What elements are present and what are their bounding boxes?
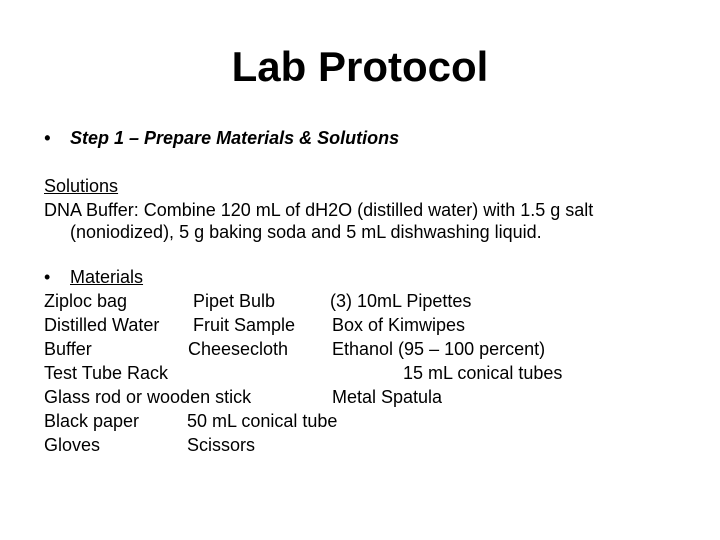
material-item: 15 mL conical tubes bbox=[403, 363, 563, 383]
materials-bullet bbox=[44, 265, 143, 289]
materials-heading: Materials bbox=[70, 267, 144, 287]
solutions-line-1: DNA Buffer: Combine 120 mL of dH2O (distilled water) with 1.5 g salt bbox=[44, 200, 594, 220]
material-item: Black paper bbox=[44, 411, 140, 431]
material-item: Ethanol (95 – 100 percent) bbox=[332, 339, 546, 359]
solutions-line-2: (noniodized), 5 g baking soda and 5 mL dishwashing liquid. bbox=[70, 222, 542, 242]
material-item: Distilled Water bbox=[44, 315, 160, 335]
material-item: Metal Spatula bbox=[332, 387, 443, 407]
bullet-icon: • bbox=[44, 128, 51, 148]
material-item: Buffer bbox=[44, 339, 92, 359]
material-item: Box of Kimwipes bbox=[332, 315, 466, 335]
material-item: Gloves bbox=[44, 435, 101, 455]
step-text: Step 1 – Prepare Materials & Solutions bbox=[70, 128, 400, 148]
material-item: Cheesecloth bbox=[188, 339, 289, 359]
bullet-icon: • bbox=[44, 267, 51, 287]
material-item: Pipet Bulb bbox=[193, 291, 276, 311]
material-item: Test Tube Rack bbox=[44, 363, 169, 383]
material-item: Glass rod or wooden stick bbox=[44, 387, 252, 407]
material-item: (3) 10mL Pipettes bbox=[330, 291, 472, 311]
material-item: Scissors bbox=[187, 435, 256, 455]
material-item: Fruit Sample bbox=[193, 315, 296, 335]
material-item: Ziploc bag bbox=[44, 291, 128, 311]
step-bullet bbox=[44, 126, 399, 150]
slide-title: Lab Protocol bbox=[231, 43, 489, 90]
material-item: 50 mL conical tube bbox=[187, 411, 338, 431]
solutions-heading: Solutions bbox=[44, 176, 119, 196]
